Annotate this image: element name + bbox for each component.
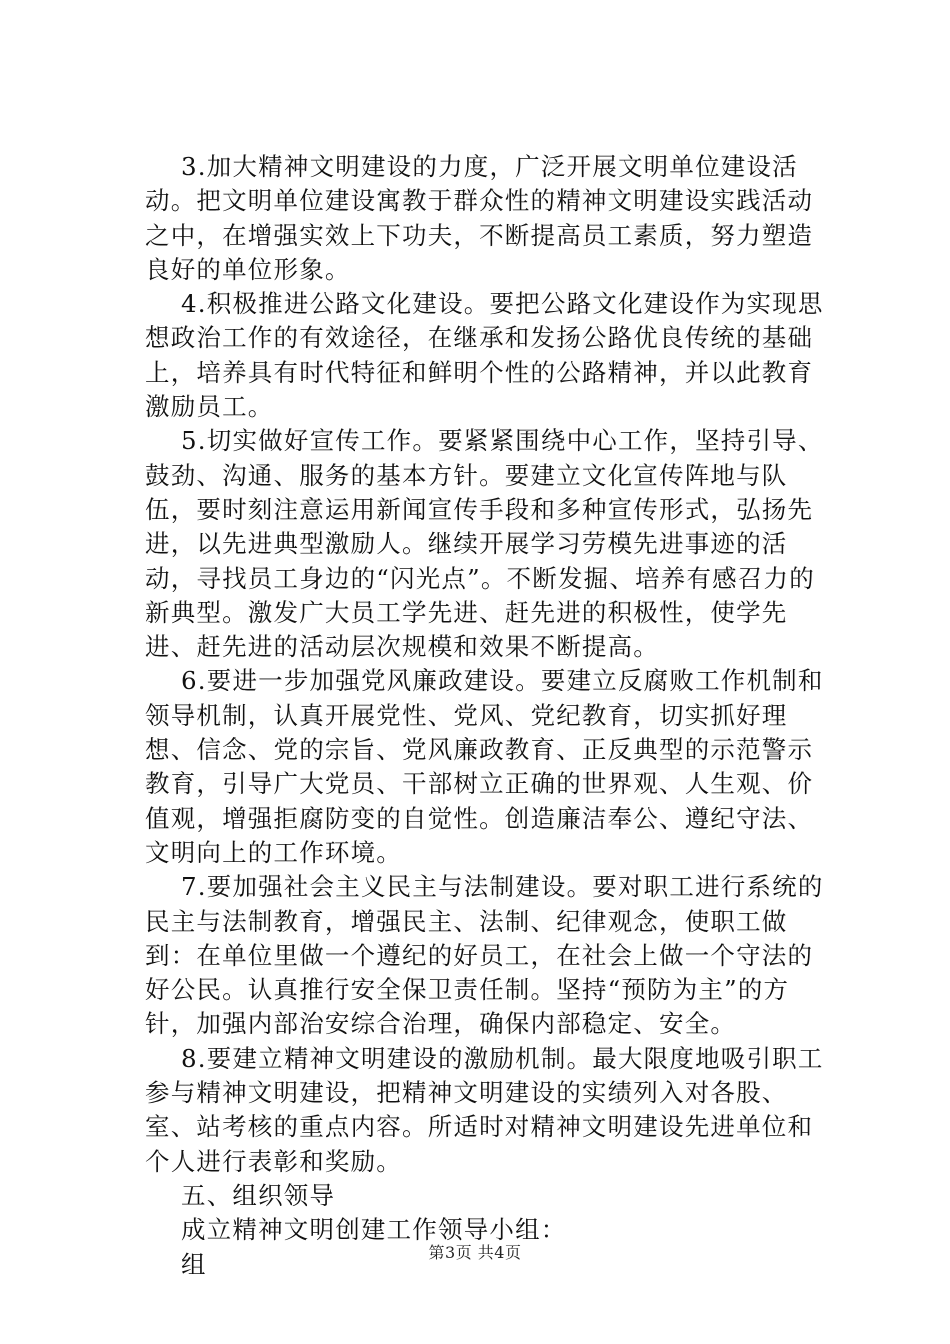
document-body xyxy=(145,150,835,1282)
paragraph-item-6: 6.要进一步加强党风廉政建设。要建立反腐败工作机制和领导机制，认真开展党性、党风、党纪教育，切实抓好理想、信念、党的宗旨、党风廉政教育、正反典型的示范警示教育，引导广大党员、干部树立正确的世界观、人生观、价值观，增强拒腐防变的自觉性。创造廉洁奉公、遵纪守法、文明向上的工作环境。 xyxy=(145,666,824,867)
paragraph-item-4: 4.积极推进公路文化建设。要把公路文化建设作为实现思想政治工作的有效途径，在继承和发扬公路优良传统的基础上，培养具有时代特征和鲜明个性的公路精神，并以此教育激励员工。 xyxy=(145,289,824,422)
section-heading: 五、组织领导 xyxy=(181,1180,336,1210)
group-line-text: 组 xyxy=(181,1249,207,1279)
group-intro-text: 成立精神文明创建工作领导小组： xyxy=(181,1215,567,1245)
paragraph-item-8: 8.要建立精神文明建设的激励机制。最大限度地吸引职工参与精神文明建设，把精神文明建设的实绩列入对各股、室、站考核的重点内容。所适时对精神文明建设先进单位和个人进行表彰和奖励。 xyxy=(145,1043,824,1176)
page-number-footer: 第3页 共4页 xyxy=(428,1243,522,1262)
paragraph-item-5: 5.切实做好宣传工作。要紧紧围绕中心工作，坚持引导、鼓劲、沟通、服务的基本方针。要建立文化宣传阵地与队伍，要时刻注意运用新闻宣传手段和多种宣传形式，弘扬先进，以先进典型激励人。继续开展学习劳模先进事迹的活动，寻找员工身边的“闪光点”。不断发掘、培养有感召力的新典型。激发广大员工学先进、赶先进的积极性，使学先进、赶先进的活动层次规模和效果不断提高。 xyxy=(145,426,824,662)
paragraph-item-7: 7.要加强社会主义民主与法制建设。要对职工进行系统的民主与法制教育，增强民主、法制、纪律观念，使职工做到：在单位里做一个遵纪的好员工，在社会上做一个守法的好公民。认真推行安全保卫责任制。坚持“预防为主”的方针，加强内部治安综合治理，确保内部稳定、安全。 xyxy=(145,872,824,1039)
paragraph-item-3: 3.加大精神文明建设的力度，广泛开展文明单位建设活动。把文明单位建设寓教于群众性的精神文明建设实践活动之中，在增强实效上下功夫，不断提高员工素质，努力塑造良好的单位形象。 xyxy=(145,152,814,284)
